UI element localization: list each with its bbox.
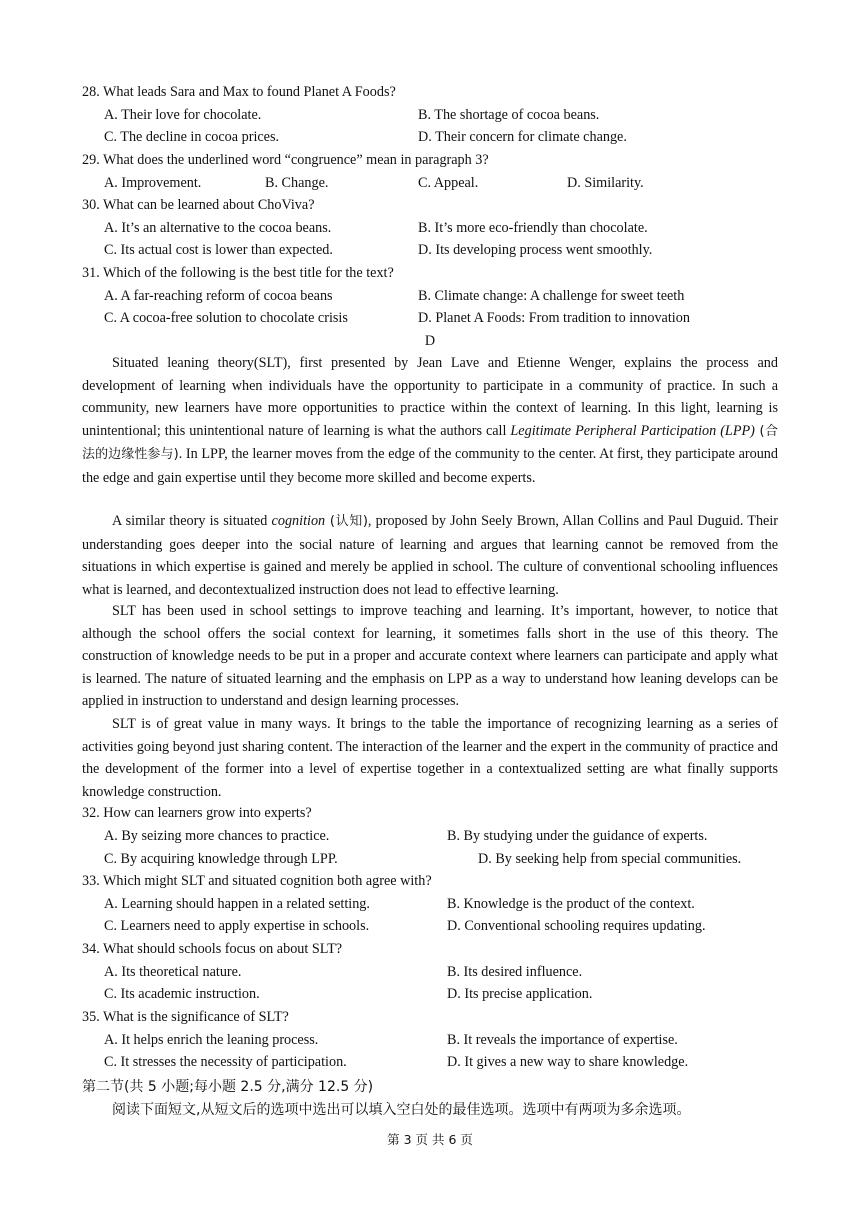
question-34-option-d: D. Its precise application. [447,986,593,1002]
question-30-option-d: D. Its developing process went smoothly. [418,242,653,258]
question-30-stem: 30. What can be learned about ChoViva? [82,197,315,213]
question-33-stem: 33. Which might SLT and situated cognition both agree with? [82,873,432,889]
question-35-option-d: D. It gives a new way to share knowledge. [447,1054,689,1070]
question-28-option-b: B. The shortage of cocoa beans. [418,107,600,123]
question-28-option-a: A. Their love for chocolate. [104,107,262,123]
question-30-option-b: B. It’s more eco-friendly than chocolate. [418,220,648,236]
question-35-option-c: C. It stresses the necessity of participation. [104,1054,347,1070]
question-31-option-d: D. Planet A Foods: From tradition to innovation [418,310,690,326]
question-32-option-c: C. By acquiring knowledge through LPP. [104,851,338,867]
question-30-option-a: A. It’s an alternative to the cocoa beans. [104,220,332,236]
question-35-option-a: A. It helps enrich the leaning process. [104,1032,319,1048]
question-34-option-c: C. Its academic instruction. [104,986,260,1002]
passage-paragraph-3: SLT has been used in school settings to improve teaching and learning. It’s important, however, to notice that although the school offers the social context for learning, it sometimes falls short in the use of this theory. The construction of knowledge needs to be put in a proper and accurate context where learners can participate and apply what is learned. The nature of situated learning and the emphasis on LPP as a way to understand how leaning develops can be applied in instruction to understand and design learning processes. [82,603,778,709]
question-35-stem: 35. What is the significance of SLT? [82,1009,289,1025]
p2-term: cognition [271,513,326,529]
question-29-option-d: D. Similarity. [567,175,644,191]
page-footer: 第 3 页 共 6 页 [387,1132,473,1147]
question-31-option-a: A. A far-reaching reform of cocoa beans [104,288,333,304]
question-29-option-c: C. Appeal. [418,175,479,191]
question-31-stem: 31. Which of the following is the best title for the text? [82,265,394,281]
p2-text-b: , proposed by John Seely Brown, Allan Collins and Paul Duguid. Their understanding goes deeper into the social nature of learning and argues that learning cannot be removed from the situations in which expertise is gained and merely be applied in school. The culture of conventional schooling influences what is learned, and decontextualized instruction does not lead to effective learning. [82,513,778,598]
question-30-option-c: C. Its actual cost is lower than expected. [104,242,333,258]
question-32-stem: 32. How can learners grow into experts? [82,805,312,821]
question-34-option-b: B. Its desired influence. [447,964,583,980]
question-29-option-a: A. Improvement. [104,175,202,191]
section-2-heading: 第二节(共 5 小题;每小题 2.5 分,满分 12.5 分) [82,1079,374,1095]
question-35-option-b: B. It reveals the importance of expertise. [447,1032,678,1048]
p1-text-a: Situated leaning theory(SLT), first presented by Jean Lave and Etienne Wenger, explains the process and development of learning when individuals have the opportunity to participate in a community of practice. In such a community, new learners have more opportunities to practice within the context of learning. In this light, learning is unintentional; this unintentional nature of learning is what the authors call [82,355,778,439]
question-31-option-b: B. Climate change: A challenge for sweet teeth [418,288,685,304]
question-31-option-c: C. A cocoa-free solution to chocolate crisis [104,310,348,326]
question-29-stem: 29. What does the underlined word “congruence” mean in paragraph 3? [82,152,489,168]
question-28-option-d: D. Their concern for climate change. [418,129,627,145]
section-letter: D [424,333,436,349]
question-28-stem: 28. What leads Sara and Max to found Planet A Foods? [82,84,396,100]
passage-paragraph-2 [82,510,778,601]
question-33-option-a: A. Learning should happen in a related setting. [104,896,370,912]
question-33-option-b: B. Knowledge is the product of the context. [447,896,695,912]
passage-paragraph-4: SLT is of great value in many ways. It brings to the table the importance of recognizing learning as a series of activities going beyond just sharing content. The interaction of the learner and the expert in the community of practice and the development of the former into a level of expertise together in a contextualized setting are what finally supports knowledge construction. [82,716,778,800]
question-34-option-a: A. Its theoretical nature. [104,964,242,980]
question-33-option-c: C. Learners need to apply expertise in schools. [104,918,370,934]
p1-term: Legitimate Peripheral Participation (LPP) [510,422,755,439]
passage-paragraph-1 [82,352,778,489]
question-33-option-d: D. Conventional schooling requires updating. [447,918,706,934]
p1-chinese-gloss: (合法的边缘性参与) [82,423,778,462]
question-29-option-b: B. Change. [265,175,329,191]
p2-chinese-gloss: (认知) [325,514,368,529]
question-32-option-a: A. By seizing more chances to practice. [104,828,330,844]
question-32-option-b: B. By studying under the guidance of experts. [447,828,708,844]
question-34-stem: 34. What should schools focus on about SLT? [82,941,343,957]
section-2-instruction: 阅读下面短文,从短文后的选项中选出可以填入空白处的最佳选项。选项中有两项为多余选项。 [112,1102,691,1118]
question-32-option-d: D. By seeking help from special communities. [478,851,742,867]
p2-text-a: A similar theory is situated [112,513,272,529]
p1-text-b: . In LPP, the learner moves from the edge of the community to the center. At first, they participate around the edge and gain expertise until they become more skilled and become experts. [82,446,778,486]
question-28-option-c: C. The decline in cocoa prices. [104,129,280,145]
